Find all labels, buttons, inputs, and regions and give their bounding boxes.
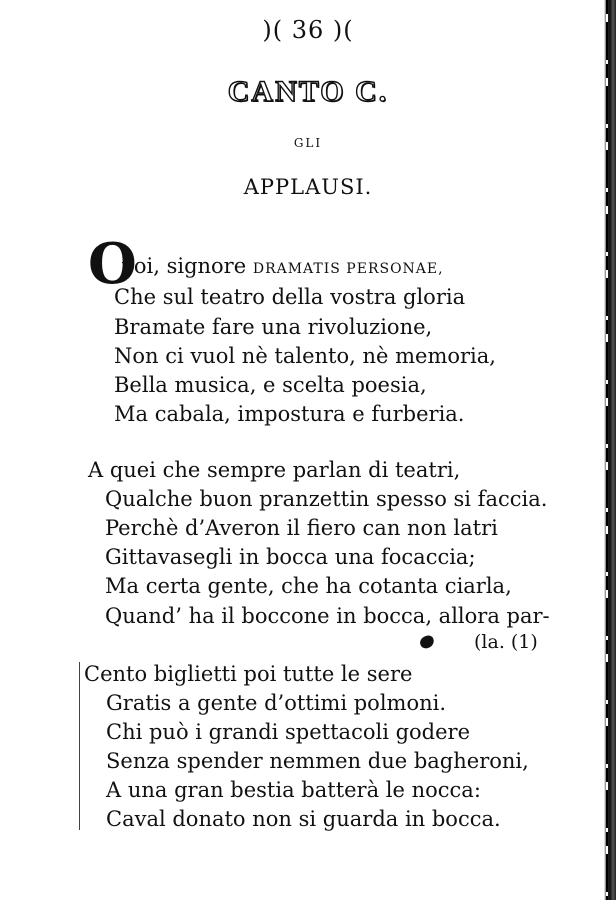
drop-cap: O xyxy=(88,231,137,297)
page-edge-shadow xyxy=(604,0,616,900)
section-title: APPLAUSI. xyxy=(243,175,373,199)
stanza-3-line-5: A una gran bestia batterà le nocca: xyxy=(106,778,481,802)
stanza-3-line-4: Senza spender nemmen due bagheroni, xyxy=(106,749,529,773)
stanza-1-line-3: Bramate fare una rivoluzione, xyxy=(114,315,433,339)
stanza-1-line-4: Non ci vuol nè talento, nè memoria, xyxy=(114,344,496,368)
stanza-3-line-6: Caval donato non si guarda in bocca. xyxy=(106,807,501,831)
page-number: )( 36 )( xyxy=(262,16,354,44)
hyphen-continuation: (la. (1) xyxy=(474,631,538,653)
canto-title: CANTO C. xyxy=(227,75,389,108)
stanza-1-line-1 xyxy=(122,252,444,283)
stanza-2-line-3: Perchè d’Averon il fiero can non latri xyxy=(105,516,498,540)
stanza-3-line-1: Cento biglietti poi tutte le sere xyxy=(84,662,413,686)
stanza-2-line-6: Quand’ ha il boccone in bocca, allora par- xyxy=(105,604,550,628)
stanza-3-line-3: Chi può i grandi spettacoli godere xyxy=(106,720,471,744)
stanza-1-line-2: Che sul teatro della vostra gloria xyxy=(114,285,466,309)
stanza-1-line-5: Bella musica, e scelta poesia, xyxy=(114,373,427,397)
stanza-2-line-4: Gittavasegli in bocca una focaccia; xyxy=(105,545,476,569)
stanza-2-line-5: Ma certa gente, che ha cotanta ciarla, xyxy=(105,574,512,598)
section-label: GLI xyxy=(293,136,323,150)
margin-rule xyxy=(79,662,80,830)
stanza-2-line-2: Qualche buon pranzettin spesso si faccia. xyxy=(105,487,548,511)
dramatis-personae: DRAMATIS PERSONAE, xyxy=(252,261,444,277)
ink-blot xyxy=(418,634,435,650)
stanza-1-line-6: Ma cabala, impostura e furberia. xyxy=(114,402,465,426)
stanza-2-line-1: A quei che sempre parlan di teatri, xyxy=(88,458,461,482)
stanza-3-line-2: Gratis a gente d’ottimi polmoni. xyxy=(106,691,447,715)
line-text: voi, signore xyxy=(122,254,247,278)
